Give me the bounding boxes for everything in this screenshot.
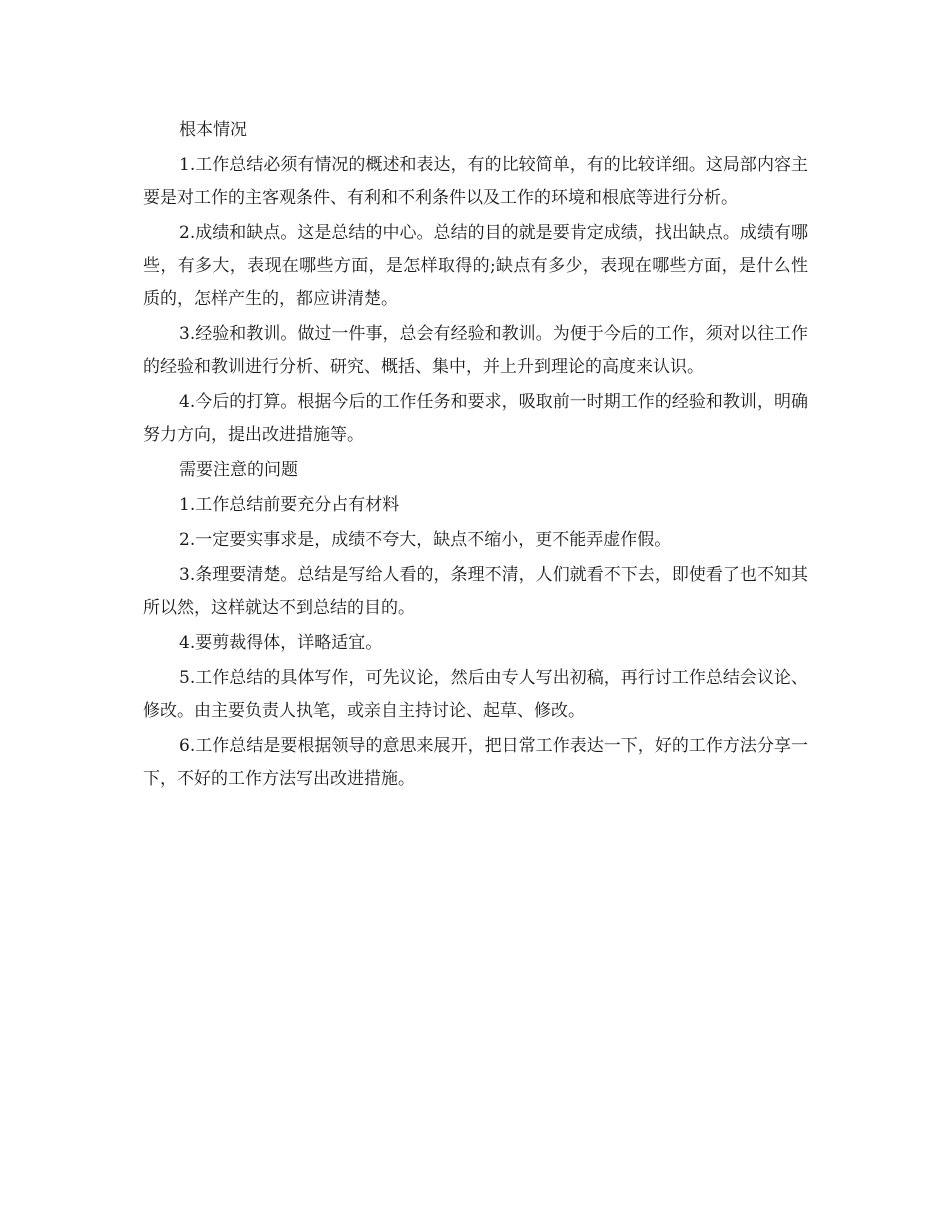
paragraph-item-3: 3.经验和教训。做过一件事，总会有经验和教训。为便于今后的工作，须对以往工作的经验和教训进行分析、研究、概括、集中，并上升到理论的高度来认识。 [143,324,808,377]
paragraph-item-4: 4.今后的打算。根据今后的工作任务和要求，吸取前一时期工作的经验和教训，明确努力方向，提出改进措施等。 [143,392,808,445]
document-body [143,114,808,798]
section-heading-notes: 需要注意的问题 [179,460,298,480]
note-item-6: 6.工作总结是要根据领导的意思来展开，把日常工作表达一下，好的工作方法分享一下，不好的工作方法写出改进措施。 [143,736,808,789]
note-item-5: 5.工作总结的具体写作，可先议论，然后由专人写出初稿，再行讨工作总结会议论、修改。由主要负责人执笔，或亲自主持讨论、起草、修改。 [143,668,808,721]
note-item-1: 1.工作总结前要充分占有材料 [179,495,400,515]
note-item-3: 3.条理要清楚。总结是写给人看的，条理不清，人们就看不下去，即使看了也不知其所以然，这样就达不到总结的目的。 [143,565,808,618]
section-heading-basic-situation: 根本情况 [179,120,247,140]
note-item-2: 2.一定要实事求是，成绩不夸大，缺点不缩小，更不能弄虚作假。 [179,530,672,550]
paragraph-item-1: 1.工作总结必须有情况的概述和表达，有的比较简单，有的比较详细。这局部内容主要是对工作的主客观条件、有利和不利条件以及工作的环境和根底等进行分析。 [143,155,808,208]
paragraph-item-2: 2.成绩和缺点。这是总结的中心。总结的目的就是要肯定成绩，找出缺点。成绩有哪些，有多大，表现在哪些方面，是怎样取得的;缺点有多少，表现在哪些方面，是什么性质的，怎样产生的，都应讲清楚。 [143,223,808,309]
note-item-4: 4.要剪裁得体，详略适宜。 [179,633,383,653]
